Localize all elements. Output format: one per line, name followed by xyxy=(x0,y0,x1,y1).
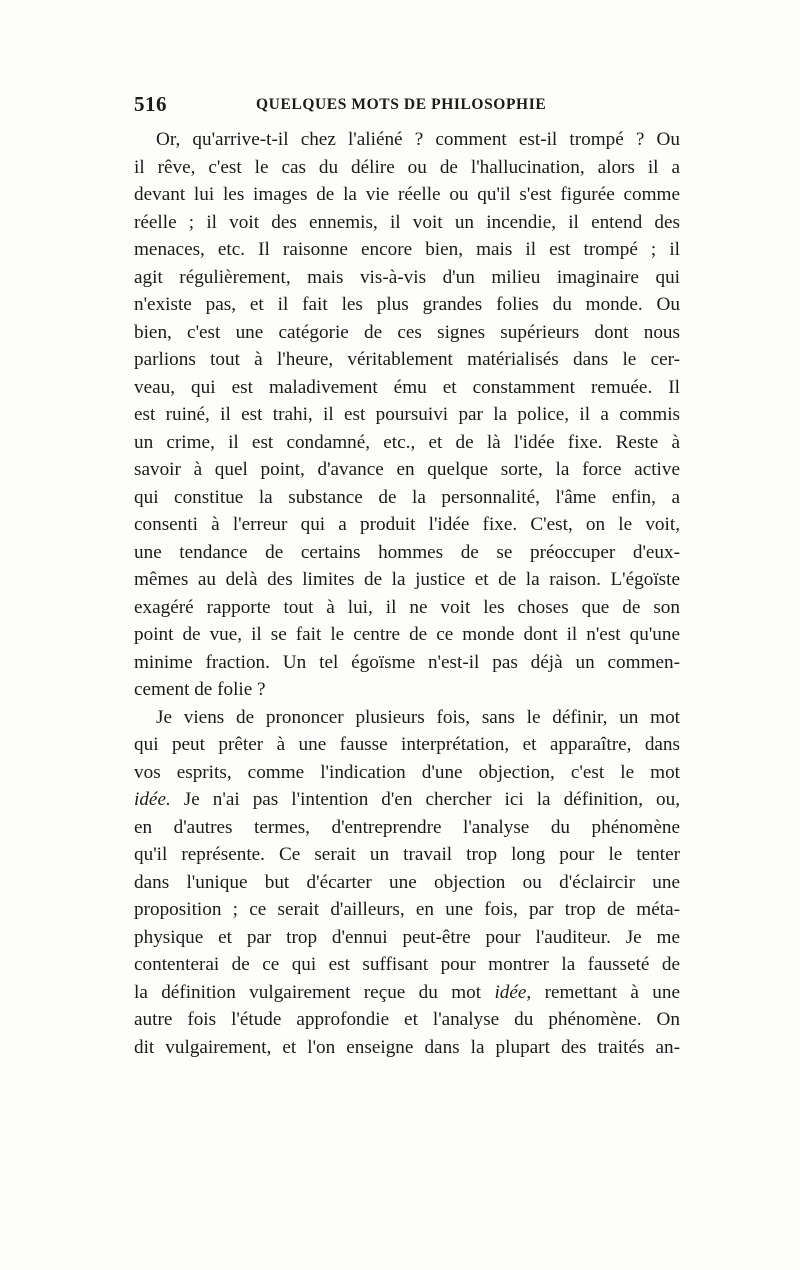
text-line: Je viens de prononcer plusieurs fois, sans le définir, un mot xyxy=(156,706,680,728)
text-line: réelle ; il voit des ennemis, il voit un incendie, il entend des xyxy=(134,211,680,233)
text-line: la définition vulgairement reçue du mot idée, remettant à une xyxy=(134,981,680,1003)
text-line: mêmes au delà des limites de la justice et de la raison. L'égoïste xyxy=(134,569,680,590)
text-line: une tendance de certains hommes de se préoccuper d'eux- xyxy=(134,541,680,563)
text-line: qui constitue la substance de la personnalité, l'âme enfin, a xyxy=(134,486,680,508)
text-line: veau, qui est maladivement ému et constamment remuée. Il xyxy=(134,376,680,398)
text-line: est ruiné, il est trahi, il est poursuivi par la police, il a commis xyxy=(134,404,680,425)
text-line: menaces, etc. Il raisonne encore bien, mais il est trompé ; il xyxy=(134,239,680,260)
italic-term: idée. xyxy=(134,789,171,810)
running-title: QUELQUES MOTS DE PHILOSOPHIE xyxy=(256,96,547,113)
text-line: parlions tout à l'heure, véritablement matérialisés dans le cer- xyxy=(134,349,680,370)
text-line: minime fraction. Un tel égoïsme n'est-il pas déjà un commen- xyxy=(134,651,680,673)
page-header xyxy=(134,92,680,120)
paragraph-1 xyxy=(134,126,680,704)
text-line: idée. Je n'ai pas l'intention d'en chercher ici la définition, ou, xyxy=(134,789,680,810)
text-line: vos esprits, comme l'indication d'une objection, c'est le mot xyxy=(134,761,680,783)
page-number: 516 xyxy=(134,92,167,116)
text-line: autre fois l'étude approfondie et l'analyse du phénomène. On xyxy=(134,1009,680,1030)
text-line: en d'autres termes, d'entreprendre l'analyse du phénomène xyxy=(134,816,680,838)
text-line: physique et par trop d'ennui peut-être pour l'auditeur. Je me xyxy=(134,926,680,948)
body-text xyxy=(134,126,680,1061)
text-line: consenti à l'erreur qui a produit l'idée fixe. C'est, on le voit, xyxy=(134,514,680,535)
text-line: agit régulièrement, mais vis-à-vis d'un milieu imaginaire qui xyxy=(134,266,680,288)
text-line: contenterai de ce qui est suffisant pour montrer la fausseté de xyxy=(134,954,680,975)
text-line: proposition ; ce serait d'ailleurs, en une fois, par trop de méta- xyxy=(134,899,680,920)
text-line: bien, c'est une catégorie de ces signes supérieurs dont nous xyxy=(134,321,680,343)
text-line: savoir à quel point, d'avance en quelque sorte, la force active xyxy=(134,459,680,480)
text-line: exagéré rapporte tout à lui, il ne voit les choses que de son xyxy=(134,596,680,618)
text-line: un crime, il est condamné, etc., et de là l'idée fixe. Reste à xyxy=(134,431,680,453)
text-line: devant lui les images de la vie réelle ou qu'il s'est figurée comme xyxy=(134,184,680,205)
text-line: dans l'unique but d'écarter une objection ou d'éclaircir une xyxy=(134,871,680,893)
text-line: Or, qu'arrive-t-il chez l'aliéné ? comment est-il trompé ? Ou xyxy=(156,129,680,150)
italic-term: idée xyxy=(494,981,527,1003)
text-line: point de vue, il se fait le centre de ce monde dont il n'est qu'une xyxy=(134,624,680,645)
text-line: dit vulgairement, et l'on enseigne dans la plupart des traités an- xyxy=(134,1036,680,1058)
text-line: n'existe pas, et il fait les plus grandes folies du monde. Ou xyxy=(134,294,680,315)
text-line: cement de folie ? xyxy=(134,679,266,700)
text-line: qui peut prêter à une fausse interprétation, et apparaître, dans xyxy=(134,734,680,755)
paragraph-2 xyxy=(134,704,680,1062)
text-line: il rêve, c'est le cas du délire ou de l'hallucination, alors il a xyxy=(134,156,680,178)
text-line: qu'il représente. Ce serait un travail trop long pour le tenter xyxy=(134,844,680,865)
